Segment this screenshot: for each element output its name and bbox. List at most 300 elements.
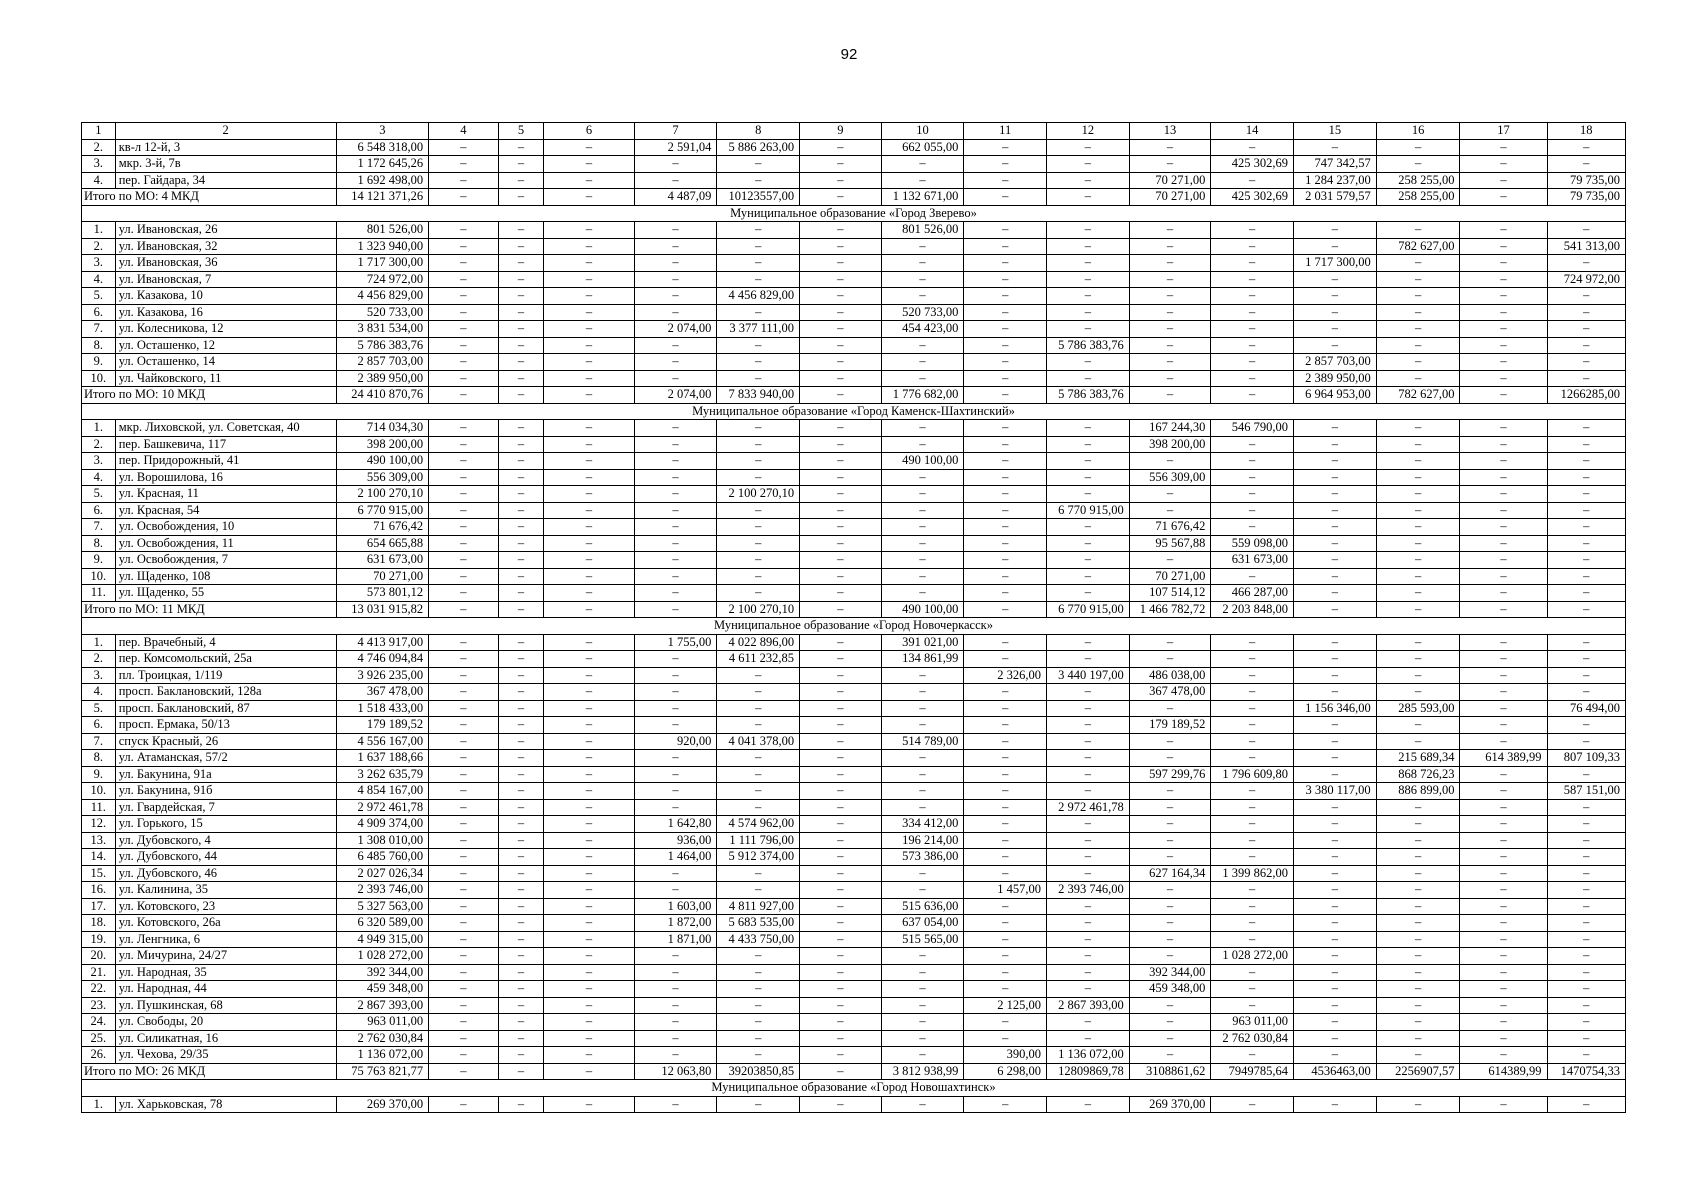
row-number: 10.: [82, 783, 116, 800]
value-cell: 1 603,00: [634, 898, 717, 915]
row-number: 6.: [82, 717, 116, 734]
total-cell: 2 074,00: [634, 387, 717, 404]
value-cell: –: [1547, 139, 1625, 156]
table-row: [82, 453, 1626, 470]
value-cell: –: [1047, 1030, 1130, 1047]
value-cell: –: [800, 667, 882, 684]
value-cell: 425 302,69: [1211, 156, 1294, 173]
table-row: [82, 354, 1626, 371]
value-cell: –: [498, 733, 544, 750]
value-cell: –: [964, 981, 1047, 998]
row-number: 24.: [82, 1014, 116, 1031]
value-cell: –: [1460, 568, 1547, 585]
value-cell: 134 861,99: [881, 651, 964, 668]
value-cell: 4 611 232,85: [717, 651, 800, 668]
value-cell: –: [544, 667, 634, 684]
value-cell: –: [1129, 832, 1211, 849]
value-cell: –: [1376, 865, 1460, 882]
value-cell: –: [800, 964, 882, 981]
value-cell: –: [1294, 651, 1377, 668]
value-cell: –: [1547, 766, 1625, 783]
total-cell: 14 121 371,26: [336, 189, 428, 206]
value-cell: –: [429, 882, 499, 899]
row-number: 9.: [82, 552, 116, 569]
value-cell: –: [1376, 568, 1460, 585]
value-cell: 573 801,12: [336, 585, 428, 602]
value-cell: –: [429, 304, 499, 321]
address-cell: ул. Колесникова, 12: [115, 321, 336, 338]
value-cell: –: [1460, 222, 1547, 239]
value-cell: –: [544, 832, 634, 849]
value-cell: 459 348,00: [1129, 981, 1211, 998]
budget-table: [81, 122, 1626, 1113]
value-cell: 1 308 010,00: [336, 832, 428, 849]
value-cell: –: [1460, 948, 1547, 965]
value-cell: 70 271,00: [1129, 568, 1211, 585]
row-number: 8.: [82, 750, 116, 767]
value-cell: 398 200,00: [336, 436, 428, 453]
value-cell: 1 872,00: [634, 915, 717, 932]
value-cell: –: [429, 453, 499, 470]
value-cell: 1 518 433,00: [336, 700, 428, 717]
value-cell: –: [800, 832, 882, 849]
total-label: Итого по МО: 10 МКД: [82, 387, 337, 404]
value-cell: –: [1047, 832, 1130, 849]
total-cell: 1 132 671,00: [881, 189, 964, 206]
value-cell: 2 591,04: [634, 139, 717, 156]
row-number: 17.: [82, 898, 116, 915]
value-cell: –: [1547, 519, 1625, 536]
row-number: 9.: [82, 354, 116, 371]
value-cell: –: [1211, 222, 1294, 239]
value-cell: –: [429, 172, 499, 189]
value-cell: 920,00: [634, 733, 717, 750]
value-cell: –: [1376, 469, 1460, 486]
value-cell: –: [1460, 717, 1547, 734]
value-cell: –: [1294, 667, 1377, 684]
value-cell: –: [1547, 832, 1625, 849]
value-cell: –: [498, 535, 544, 552]
value-cell: –: [964, 750, 1047, 767]
value-cell: 2 867 393,00: [336, 997, 428, 1014]
address-cell: ул. Бакунина, 91б: [115, 783, 336, 800]
value-cell: –: [429, 370, 499, 387]
table-row: [82, 1096, 1626, 1113]
value-cell: 4 456 829,00: [717, 288, 800, 305]
value-cell: –: [1294, 1014, 1377, 1031]
value-cell: –: [800, 783, 882, 800]
value-cell: –: [800, 634, 882, 651]
value-cell: 1 871,00: [634, 931, 717, 948]
value-cell: –: [429, 535, 499, 552]
total-cell: –: [498, 601, 544, 618]
value-cell: –: [634, 799, 717, 816]
value-cell: –: [1376, 915, 1460, 932]
section-title: Муниципальное образование «Город Новочеркасск»: [82, 618, 1626, 635]
value-cell: –: [1376, 453, 1460, 470]
value-cell: –: [498, 898, 544, 915]
value-cell: –: [1547, 1014, 1625, 1031]
value-cell: –: [634, 882, 717, 899]
value-cell: –: [964, 733, 1047, 750]
value-cell: –: [544, 783, 634, 800]
value-cell: 490 100,00: [336, 453, 428, 470]
value-cell: –: [634, 964, 717, 981]
row-number: 7.: [82, 519, 116, 536]
total-cell: –: [800, 1063, 882, 1080]
total-cell: 2 031 579,57: [1294, 189, 1377, 206]
value-cell: –: [1294, 535, 1377, 552]
value-cell: –: [634, 238, 717, 255]
total-cell: –: [429, 387, 499, 404]
table-row: [82, 238, 1626, 255]
value-cell: –: [498, 453, 544, 470]
value-cell: –: [1460, 370, 1547, 387]
value-cell: –: [1460, 651, 1547, 668]
address-cell: ул. Казакова, 10: [115, 288, 336, 305]
total-cell: 7 833 940,00: [717, 387, 800, 404]
table-row: [82, 816, 1626, 833]
value-cell: –: [1294, 865, 1377, 882]
table-row: [82, 964, 1626, 981]
value-cell: –: [634, 766, 717, 783]
value-cell: –: [964, 354, 1047, 371]
value-cell: 4 746 094,84: [336, 651, 428, 668]
value-cell: –: [1047, 915, 1130, 932]
value-cell: –: [429, 288, 499, 305]
value-cell: –: [717, 1047, 800, 1064]
address-cell: пл. Троицкая, 1/119: [115, 667, 336, 684]
value-cell: –: [1547, 651, 1625, 668]
column-header: 12: [1047, 123, 1130, 140]
table-row: [82, 535, 1626, 552]
value-cell: –: [881, 717, 964, 734]
value-cell: 4 574 962,00: [717, 816, 800, 833]
value-cell: –: [1047, 222, 1130, 239]
value-cell: –: [964, 469, 1047, 486]
value-cell: 886 899,00: [1376, 783, 1460, 800]
total-cell: 425 302,69: [1211, 189, 1294, 206]
row-number: 5.: [82, 288, 116, 305]
value-cell: –: [498, 750, 544, 767]
value-cell: 631 673,00: [1211, 552, 1294, 569]
value-cell: –: [1294, 436, 1377, 453]
section-title: Муниципальное образование «Город Зверево»: [82, 205, 1626, 222]
value-cell: –: [1547, 156, 1625, 173]
total-row: [82, 1063, 1626, 1080]
value-cell: –: [1129, 931, 1211, 948]
value-cell: –: [1460, 816, 1547, 833]
value-cell: –: [1211, 288, 1294, 305]
row-number: 8.: [82, 337, 116, 354]
value-cell: –: [964, 370, 1047, 387]
value-cell: –: [1129, 255, 1211, 272]
value-cell: –: [1460, 1014, 1547, 1031]
value-cell: –: [498, 1014, 544, 1031]
value-cell: 2 326,00: [964, 667, 1047, 684]
value-cell: –: [964, 420, 1047, 437]
value-cell: 2 393 746,00: [336, 882, 428, 899]
column-header: 18: [1547, 123, 1625, 140]
address-cell: ул. Котовского, 23: [115, 898, 336, 915]
value-cell: 2 857 703,00: [1294, 354, 1377, 371]
address-cell: ул. Казакова, 16: [115, 304, 336, 321]
value-cell: –: [717, 469, 800, 486]
row-number: 5.: [82, 700, 116, 717]
value-cell: –: [634, 354, 717, 371]
value-cell: –: [964, 486, 1047, 503]
value-cell: 2 972 461,78: [336, 799, 428, 816]
value-cell: –: [498, 964, 544, 981]
value-cell: –: [498, 766, 544, 783]
value-cell: –: [964, 783, 1047, 800]
value-cell: 587 151,00: [1547, 783, 1625, 800]
value-cell: –: [634, 750, 717, 767]
value-cell: –: [1047, 750, 1130, 767]
value-cell: 5 886 263,00: [717, 139, 800, 156]
value-cell: –: [429, 255, 499, 272]
value-cell: –: [1460, 667, 1547, 684]
total-cell: 2256907,57: [1376, 1063, 1460, 1080]
value-cell: 520 733,00: [881, 304, 964, 321]
value-cell: 556 309,00: [1129, 469, 1211, 486]
value-cell: –: [498, 568, 544, 585]
column-header: 1: [82, 123, 116, 140]
value-cell: –: [498, 799, 544, 816]
value-cell: –: [800, 766, 882, 783]
value-cell: 196 214,00: [881, 832, 964, 849]
value-cell: 2 857 703,00: [336, 354, 428, 371]
value-cell: –: [717, 436, 800, 453]
total-cell: –: [800, 601, 882, 618]
row-number: 4.: [82, 684, 116, 701]
value-cell: –: [544, 288, 634, 305]
value-cell: 107 514,12: [1129, 585, 1211, 602]
value-cell: –: [498, 981, 544, 998]
value-cell: –: [1376, 370, 1460, 387]
value-cell: –: [634, 684, 717, 701]
value-cell: –: [1047, 535, 1130, 552]
value-cell: 541 313,00: [1547, 238, 1625, 255]
address-cell: ул. Пушкинская, 68: [115, 997, 336, 1014]
value-cell: –: [634, 535, 717, 552]
value-cell: –: [1294, 816, 1377, 833]
total-cell: –: [498, 1063, 544, 1080]
value-cell: 546 790,00: [1211, 420, 1294, 437]
value-cell: –: [1376, 420, 1460, 437]
value-cell: –: [1294, 519, 1377, 536]
table-row: [82, 271, 1626, 288]
row-number: 4.: [82, 469, 116, 486]
table-row: [82, 486, 1626, 503]
value-cell: –: [1294, 469, 1377, 486]
value-cell: –: [1547, 915, 1625, 932]
row-number: 3.: [82, 255, 116, 272]
value-cell: –: [964, 766, 1047, 783]
value-cell: –: [1129, 453, 1211, 470]
value-cell: –: [1460, 288, 1547, 305]
value-cell: –: [1460, 304, 1547, 321]
value-cell: –: [1129, 486, 1211, 503]
value-cell: –: [1460, 997, 1547, 1014]
value-cell: –: [1547, 684, 1625, 701]
row-number: 8.: [82, 535, 116, 552]
value-cell: –: [881, 469, 964, 486]
value-cell: –: [717, 766, 800, 783]
total-cell: –: [429, 1063, 499, 1080]
value-cell: –: [634, 453, 717, 470]
value-cell: –: [498, 585, 544, 602]
value-cell: –: [1547, 898, 1625, 915]
value-cell: –: [1376, 634, 1460, 651]
value-cell: –: [1294, 766, 1377, 783]
value-cell: –: [1376, 304, 1460, 321]
value-cell: –: [1547, 1096, 1625, 1113]
value-cell: –: [1460, 634, 1547, 651]
value-cell: –: [429, 321, 499, 338]
value-cell: –: [800, 585, 882, 602]
value-cell: –: [1211, 486, 1294, 503]
section-row: [82, 618, 1626, 635]
value-cell: –: [1376, 222, 1460, 239]
value-cell: –: [964, 321, 1047, 338]
value-cell: –: [544, 750, 634, 767]
value-cell: –: [717, 453, 800, 470]
value-cell: –: [1047, 948, 1130, 965]
section-title: Муниципальное образование «Город Новошахтинск»: [82, 1080, 1626, 1097]
table-row: [82, 502, 1626, 519]
value-cell: –: [1376, 321, 1460, 338]
value-cell: 1 156 346,00: [1294, 700, 1377, 717]
value-cell: –: [1294, 288, 1377, 305]
value-cell: –: [881, 948, 964, 965]
value-cell: –: [1211, 568, 1294, 585]
total-label: Итого по МО: 11 МКД: [82, 601, 337, 618]
row-number: 1.: [82, 634, 116, 651]
value-cell: 654 665,88: [336, 535, 428, 552]
address-cell: ул. Ворошилова, 16: [115, 469, 336, 486]
section-title: Муниципальное образование «Город Каменск-Шахтинский»: [82, 403, 1626, 420]
value-cell: –: [1376, 1030, 1460, 1047]
value-cell: –: [1211, 981, 1294, 998]
value-cell: –: [717, 783, 800, 800]
value-cell: 747 342,57: [1294, 156, 1377, 173]
value-cell: –: [1460, 337, 1547, 354]
row-number: 2.: [82, 139, 116, 156]
value-cell: –: [800, 898, 882, 915]
value-cell: 71 676,42: [336, 519, 428, 536]
value-cell: –: [800, 502, 882, 519]
total-cell: 12809869,78: [1047, 1063, 1130, 1080]
table-row: [82, 337, 1626, 354]
value-cell: –: [1294, 271, 1377, 288]
value-cell: –: [800, 337, 882, 354]
value-cell: –: [1547, 882, 1625, 899]
value-cell: –: [1047, 304, 1130, 321]
total-cell: 6 964 953,00: [1294, 387, 1377, 404]
value-cell: –: [1376, 717, 1460, 734]
table-row: [82, 568, 1626, 585]
value-cell: –: [544, 865, 634, 882]
value-cell: –: [429, 849, 499, 866]
value-cell: 520 733,00: [336, 304, 428, 321]
value-cell: –: [964, 849, 1047, 866]
value-cell: –: [1547, 799, 1625, 816]
value-cell: –: [429, 436, 499, 453]
value-cell: 3 377 111,00: [717, 321, 800, 338]
value-cell: 556 309,00: [336, 469, 428, 486]
total-cell: 2 100 270,10: [717, 601, 800, 618]
value-cell: –: [881, 684, 964, 701]
value-cell: –: [1547, 321, 1625, 338]
section-row: [82, 403, 1626, 420]
value-cell: –: [1047, 1014, 1130, 1031]
value-cell: 367 478,00: [1129, 684, 1211, 701]
value-cell: –: [1376, 684, 1460, 701]
value-cell: –: [800, 304, 882, 321]
value-cell: 398 200,00: [1129, 436, 1211, 453]
value-cell: –: [1211, 816, 1294, 833]
value-cell: –: [429, 139, 499, 156]
page-number: 92: [840, 46, 858, 63]
value-cell: –: [881, 865, 964, 882]
value-cell: –: [881, 420, 964, 437]
value-cell: –: [881, 552, 964, 569]
address-cell: ул. Гвардейская, 7: [115, 799, 336, 816]
value-cell: –: [800, 469, 882, 486]
value-cell: –: [1211, 337, 1294, 354]
value-cell: –: [498, 337, 544, 354]
value-cell: –: [1294, 717, 1377, 734]
value-cell: 4 909 374,00: [336, 816, 428, 833]
total-cell: –: [429, 601, 499, 618]
total-cell: 70 271,00: [1129, 189, 1211, 206]
value-cell: –: [1047, 255, 1130, 272]
table-row: [82, 156, 1626, 173]
value-cell: –: [1047, 733, 1130, 750]
value-cell: –: [964, 172, 1047, 189]
value-cell: –: [429, 1096, 499, 1113]
value-cell: –: [634, 981, 717, 998]
value-cell: –: [498, 502, 544, 519]
value-cell: –: [429, 354, 499, 371]
value-cell: –: [544, 1014, 634, 1031]
value-cell: –: [1211, 964, 1294, 981]
value-cell: 1 642,80: [634, 816, 717, 833]
value-cell: –: [964, 948, 1047, 965]
value-cell: 392 344,00: [336, 964, 428, 981]
value-cell: –: [634, 1030, 717, 1047]
value-cell: –: [1129, 799, 1211, 816]
column-header: 11: [964, 123, 1047, 140]
value-cell: –: [717, 981, 800, 998]
row-number: 3.: [82, 156, 116, 173]
value-cell: –: [1376, 354, 1460, 371]
value-cell: –: [1129, 238, 1211, 255]
value-cell: –: [1047, 766, 1130, 783]
value-cell: –: [800, 700, 882, 717]
table-row: [82, 981, 1626, 998]
value-cell: –: [1211, 139, 1294, 156]
value-cell: –: [1460, 486, 1547, 503]
value-cell: –: [498, 271, 544, 288]
value-cell: –: [1376, 651, 1460, 668]
row-number: 12.: [82, 816, 116, 833]
address-cell: ул. Щаденко, 108: [115, 568, 336, 585]
value-cell: –: [498, 222, 544, 239]
value-cell: –: [1129, 156, 1211, 173]
address-cell: просп. Баклановский, 128а: [115, 684, 336, 701]
